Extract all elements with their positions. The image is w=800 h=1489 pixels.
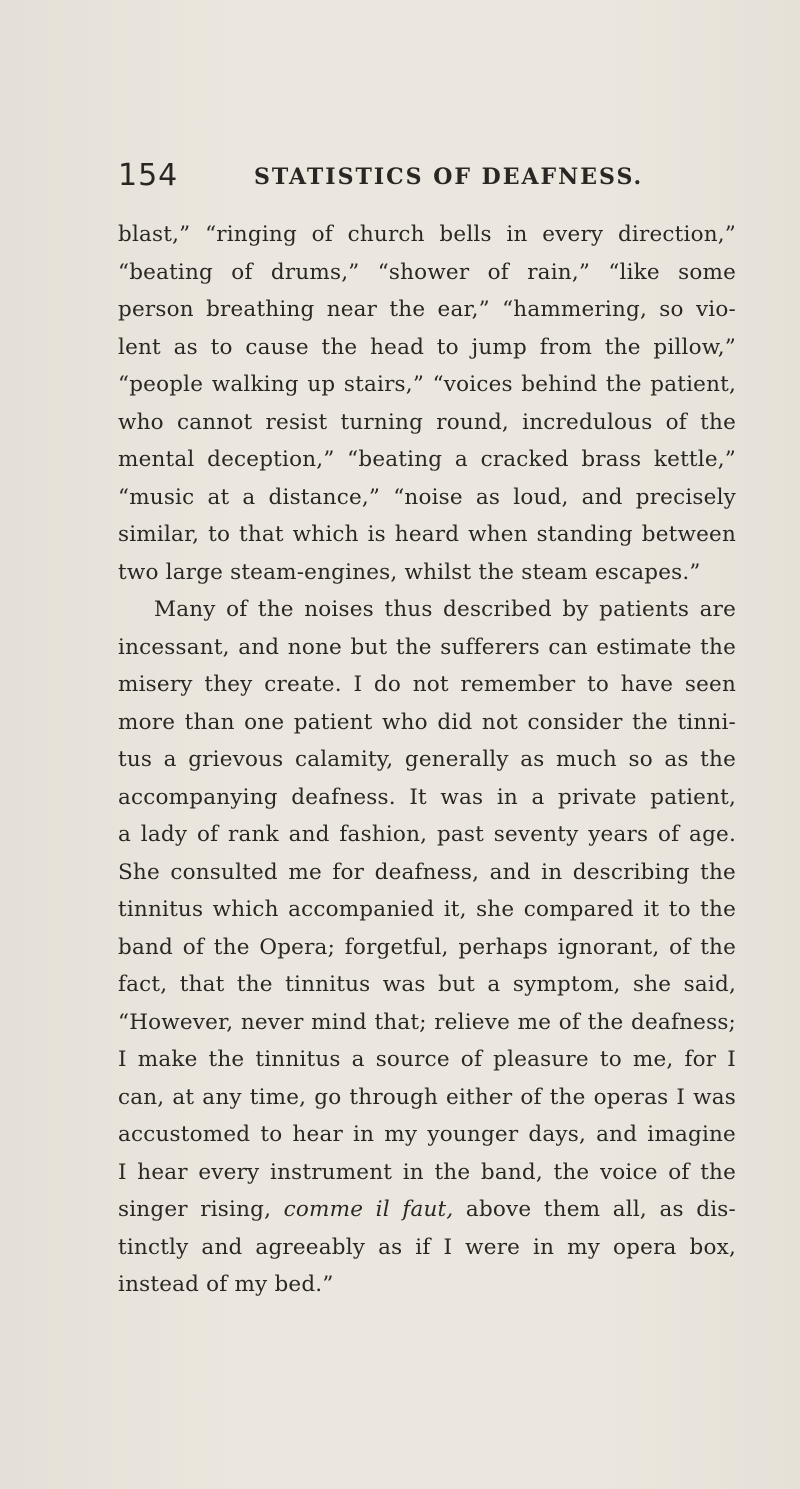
text-line: “music at a distance,” “noise as loud, and precisely	[118, 484, 736, 510]
text-line: tinnitus which accompanied it, she compared it to the	[118, 897, 736, 922]
text-line: two large steam-engines, whilst the steam escapes.”	[118, 559, 701, 585]
italic-phrase: comme il faut,	[283, 1197, 454, 1222]
text-line: incessant, and none but the sufferers can estimate the	[118, 634, 736, 660]
paragraph-1	[118, 216, 736, 591]
text-line: similar, to that which is heard when standing between	[118, 522, 736, 547]
text-line: band of the Opera; forgetful, perhaps ignorant, of the	[118, 934, 736, 960]
text-line: accustomed to hear in my younger days, and imagine	[118, 1122, 736, 1147]
text-line: “people walking up stairs,” “voices behind the patient,	[118, 372, 736, 397]
paragraph-2	[118, 591, 736, 1304]
text-run: above them all, as dis-	[453, 1197, 736, 1222]
text-line: I make the tinnitus a source of pleasure to me, for I	[118, 1047, 736, 1072]
text-line: can, at any time, go through either of the operas I was	[118, 1084, 736, 1110]
text-line: who cannot resist turning round, incredulous of the	[118, 409, 736, 435]
text-run: singer rising,	[118, 1197, 284, 1222]
text-line: accompanying deafness. It was in a private patient,	[118, 784, 736, 810]
text-line: “beating of drums,” “shower of rain,” “like some	[118, 259, 736, 285]
text-line: “However, never mind that; relieve me of the deafness;	[118, 1009, 736, 1035]
text-line: person breathing near the ear,” “hammering, so vio-	[118, 297, 736, 322]
text-line: fact, that the tinnitus was but a symptom, she said,	[118, 972, 736, 997]
text-line: mental deception,” “beating a cracked brass kettle,”	[118, 447, 736, 472]
text-line: misery they create. I do not remember to have seen	[118, 672, 736, 697]
text-line: tus a grievous calamity, generally as much so as the	[118, 747, 736, 772]
page-number: 154	[118, 158, 179, 193]
text-line-with-italic	[118, 1191, 736, 1229]
text-line: She consulted me for deafness, and in describing the	[118, 859, 736, 885]
running-title: STATISTICS OF DEAFNESS.	[254, 164, 644, 190]
text-line: Many of the noises thus described by patients are	[154, 597, 736, 622]
text-line: blast,” “ringing of church bells in every direction,”	[118, 222, 736, 247]
text-line: tinctly and agreeably as if I were in my opera box,	[118, 1234, 736, 1260]
body-text	[118, 216, 736, 1304]
text-line: instead of my bed.”	[118, 1272, 334, 1297]
text-line: lent as to cause the head to jump from the pillow,”	[118, 334, 736, 360]
text-line: I hear every instrument in the band, the voice of the	[118, 1159, 736, 1185]
text-line: more than one patient who did not consider the tinni-	[118, 709, 736, 735]
text-line: a lady of rank and fashion, past seventy years of age.	[118, 822, 736, 847]
running-head	[118, 158, 718, 198]
